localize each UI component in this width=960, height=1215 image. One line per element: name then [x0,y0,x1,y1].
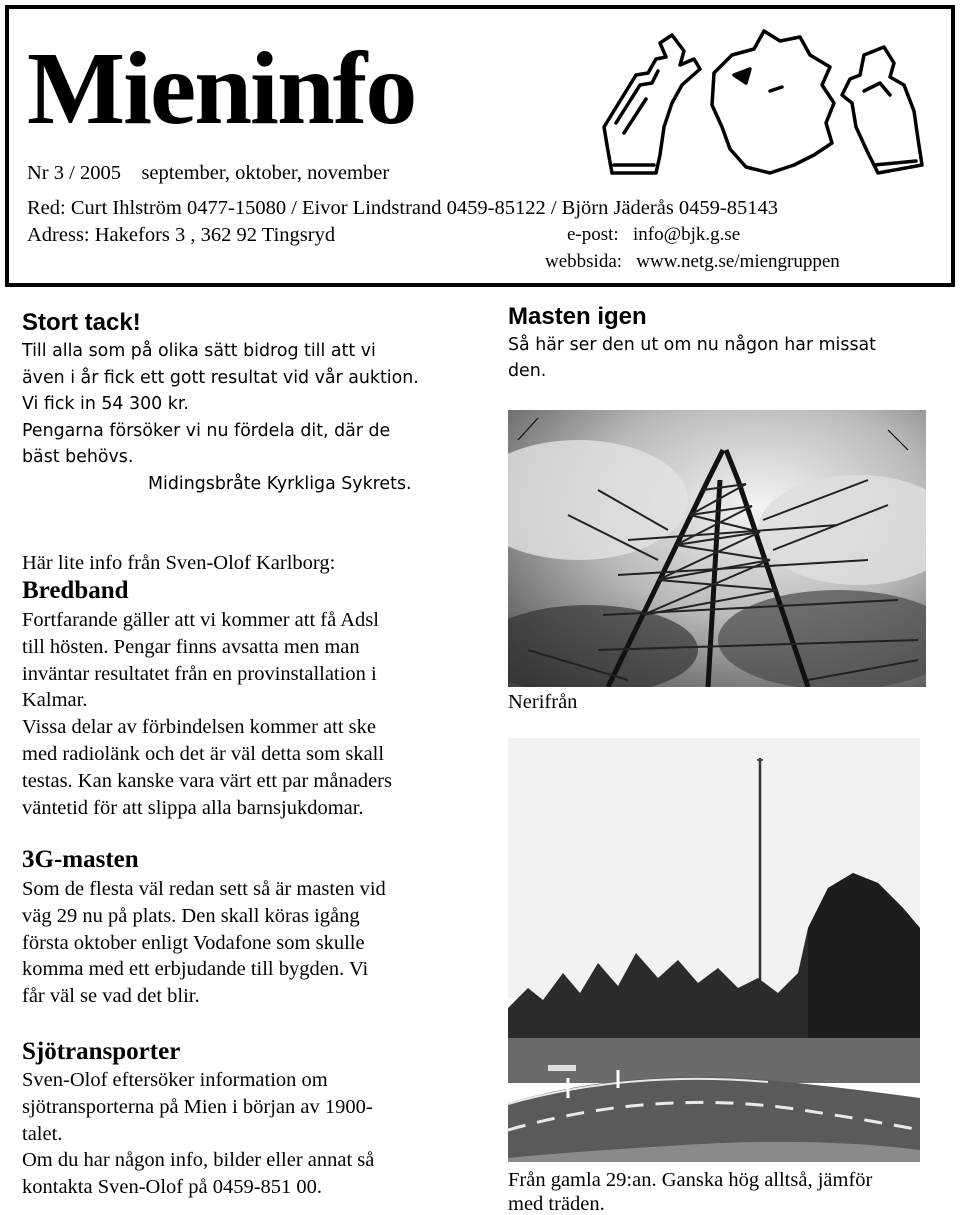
text-line: inväntar resultatet från en provinstallation i [22,662,377,685]
issue-number: Nr 3 / 2005 [27,162,121,184]
masthead [5,5,955,287]
g3-heading: 3G-masten [22,846,139,873]
text-line: talet. [22,1122,63,1145]
mast-caption-below: Nerifrån [508,691,578,713]
caption-line: med träden. [508,1193,605,1215]
web-label: webbsida: [545,251,623,272]
text-line: Fortfarande gäller att vi kommer att få Adsl [22,609,379,631]
thanks-heading: Stort tack! [22,309,141,336]
email-label: e-post: [567,224,619,245]
text-line: komma med ett erbjudande till bygden. Vi [22,958,369,981]
text-line: Om du har någon info, bilder eller annat så [22,1149,375,1172]
sjo-heading: Sjötransporter [22,1038,181,1065]
text-line: Till alla som på olika sätt bidrog till att vi [22,341,376,361]
address-line: Adress: Hakefors 3 , 362 92 Tingsryd [27,224,336,246]
email-link[interactable]: info@bjk.g.se [632,224,741,245]
text-line: Vi fick in 54 300 kr. [22,394,189,415]
text-line: Så här ser den ut om nu någon har missat [508,335,876,355]
text-line: bäst behövs. [22,447,134,468]
text-line: med radiolänk och det är väl detta som skall [22,742,385,765]
bredband-heading: Bredband [22,577,129,604]
sjo-body [22,1067,374,1201]
mast-from-below-photo [508,410,926,687]
mast-heading: Masten igen [508,303,647,330]
editors-line: Red: Curt Ihlström 0477-15080 / Eivor Lindstrand 0459-85122 / Björn Jäderås 0459-85143 [27,197,779,219]
text-line: sjötransporterna på Mien i början av 1900- [22,1095,373,1118]
intro-line: Här lite info från Sven-Olof Karlborg: [22,552,336,574]
email-line [567,225,740,244]
text-line: till hösten. Pengar finns avsatta men man [22,635,360,658]
text-line: även i år fick ett gott resultat vid vår auktion. [22,367,419,388]
mast-by-road-photo [508,738,920,1162]
text-line: Vissa delar av förbindelsen kommer att ske [22,716,376,739]
web-line [545,252,840,271]
text-line: kontakta Sven-Olof på 0459-851 00. [22,1176,323,1199]
g3-body [22,876,386,1010]
text-line: Kalmar. [22,689,88,712]
thanks-body [22,338,419,498]
text-line: Som de flesta väl redan sett så är masten vid [22,878,386,900]
mast-body [508,332,876,384]
sign-language-map-logo-icon [594,15,939,185]
text-line: första oktober enligt Vodafone som skulle [22,931,365,954]
text-line: den. [508,361,547,381]
text-line: Sven-Olof eftersöker information om [22,1069,328,1091]
caption-line: Från gamla 29:an. Ganska hög alltså, jämför [508,1169,873,1191]
text-line: får väl se vad det blir. [22,985,200,1008]
text-line: väntetid för att slippa alla barnsjukdomar. [22,796,364,819]
issue-line [27,163,389,184]
text-line: väg 29 nu på plats. Den skall köras igång [22,904,360,927]
thanks-signature: Midingsbråte Kyrkliga Sykrets. [148,473,412,494]
text-line: Pengarna försöker vi nu fördela dit, där de [22,420,391,441]
bredband-body [22,607,392,821]
text-line: testas. Kan kanske vara värt ett par månaders [22,769,392,792]
web-link[interactable]: www.netg.se/miengruppen [636,251,840,272]
newsletter-title: Mieninfo [27,31,416,146]
mast-caption-road [508,1168,872,1215]
issue-months: september, oktober, november [141,162,390,184]
